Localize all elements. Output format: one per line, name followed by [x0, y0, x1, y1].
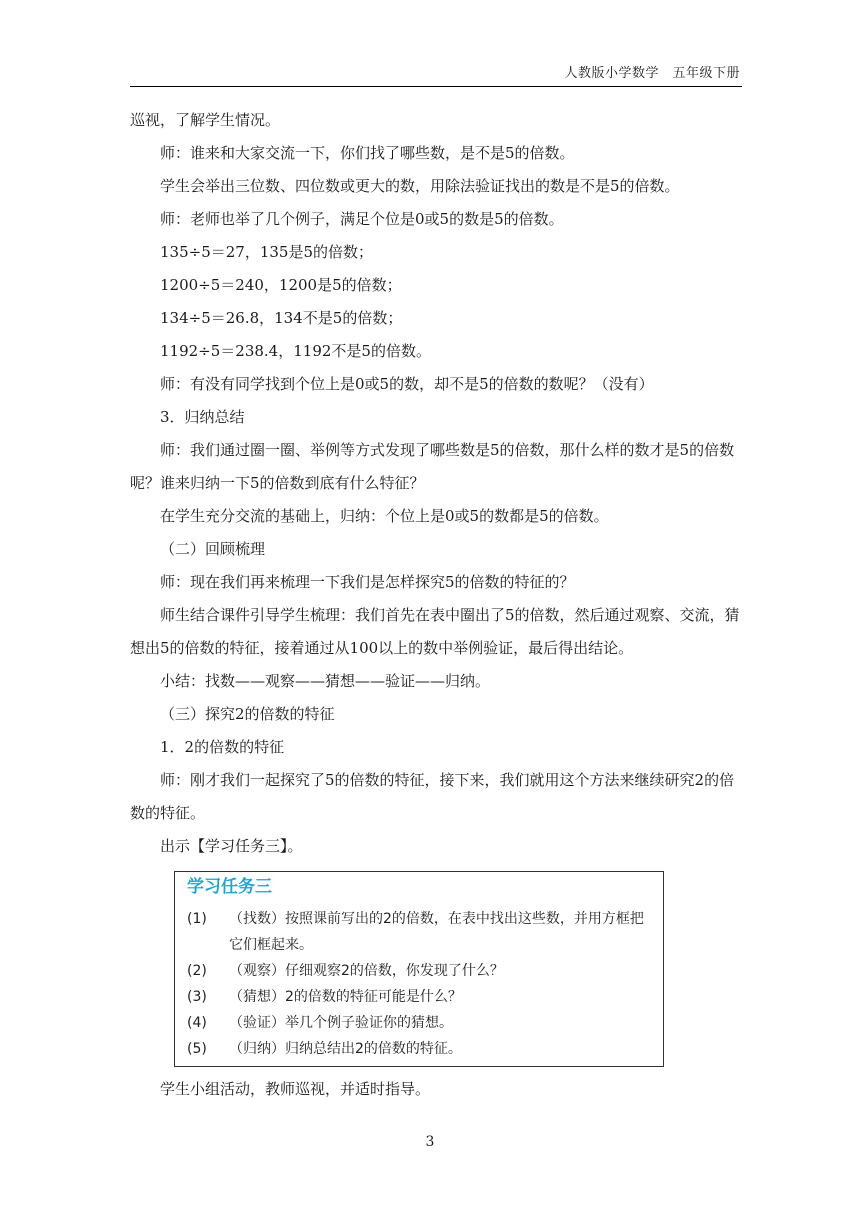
task-list: [187, 906, 655, 1062]
page-number: 3: [425, 1134, 435, 1150]
paragraph: 135÷5＝27，135是5的倍数；: [160, 243, 374, 261]
paragraph: 1200÷5＝240，1200是5的倍数；: [160, 276, 402, 294]
paragraph: 学生小组活动，教师巡视，并适时指导。: [160, 1080, 431, 1098]
paragraph: 出示【学习任务三】。: [160, 837, 303, 855]
paragraph: 1192÷5＝238.4，1192不是5的倍数。: [160, 342, 431, 360]
paragraph: 小结：找数——观察——猜想——验证——归纳。: [160, 672, 491, 690]
task-item-text: （归纳）归纳总结出2的倍数的特征。: [229, 1041, 462, 1057]
task-item-number: (1): [187, 911, 207, 927]
task-item-number: (4): [187, 1015, 207, 1031]
task-item-text: （找数）按照课前写出的2的倍数，在表中找出这些数，并用方框把它们框起来。: [229, 911, 644, 953]
task-item-text: （观察）仔细观察2的倍数，你发现了什么？: [229, 963, 504, 979]
task-item-number: (3): [187, 989, 207, 1005]
section-heading: 3．归纳总结: [160, 408, 245, 426]
section-heading: （二）回顾梳理: [160, 540, 266, 558]
paragraph: 在学生充分交流的基础上，归纳：个位上是0或5的数都是5的倍数。: [160, 507, 609, 525]
paragraph: 师：老师也举了几个例子，满足个位是0或5的数是5的倍数。: [160, 210, 564, 228]
learning-task-box: [174, 871, 664, 1067]
task-item: [187, 906, 655, 958]
paragraph: 师：我们通过圈一圈、举例等方式发现了哪些数是5的倍数，那什么样的数才是5的倍数呢？谁来归纳一下5的倍数到底有什么特征？: [130, 441, 735, 492]
paragraph: 师：刚才我们一起探究了5的倍数的特征，接下来，我们就用这个方法来继续研究2的倍数的特征。: [130, 771, 735, 822]
page-header: [130, 58, 742, 87]
task-item-text: （猜想）2的倍数的特征可能是什么？: [229, 989, 462, 1005]
paragraph: 学生会举出三位数、四位数或更大的数，用除法验证找出的数是不是5的倍数。: [160, 177, 680, 195]
paragraph: 巡视，了解学生情况。: [130, 111, 281, 129]
task-item-number: (5): [187, 1041, 207, 1057]
paragraph: 师生结合课件引导学生梳理：我们首先在表中圈出了5的倍数，然后通过观察、交流，猜想出5的倍数的特征，接着通过从100以上的数中举例验证，最后得出结论。: [130, 606, 740, 657]
task-item: [187, 1010, 655, 1036]
task-box-title: 学习任务三: [187, 877, 272, 897]
document-body: [130, 104, 742, 1106]
section-heading: （三）探究2的倍数的特征: [160, 705, 335, 723]
task-item: [187, 958, 655, 984]
paragraph: 师：谁来和大家交流一下，你们找了哪些数，是不是5的倍数。: [160, 144, 575, 162]
paragraph: 师：现在我们再来梳理一下我们是怎样探究5的倍数的特征的？: [160, 573, 575, 591]
paragraph: 师：有没有同学找到个位上是0或5的数，却不是5的倍数的数呢？（没有）: [160, 375, 654, 393]
task-item: [187, 984, 655, 1010]
header-text: 人教版小学数学 五年级下册: [564, 66, 740, 81]
task-item: [187, 1036, 655, 1062]
paragraph: 134÷5＝26.8，134不是5的倍数；: [160, 309, 403, 327]
section-heading: 1．2的倍数的特征: [160, 738, 285, 756]
task-item-text: （验证）举几个例子验证你的猜想。: [229, 1015, 453, 1031]
task-item-number: (2): [187, 963, 207, 979]
